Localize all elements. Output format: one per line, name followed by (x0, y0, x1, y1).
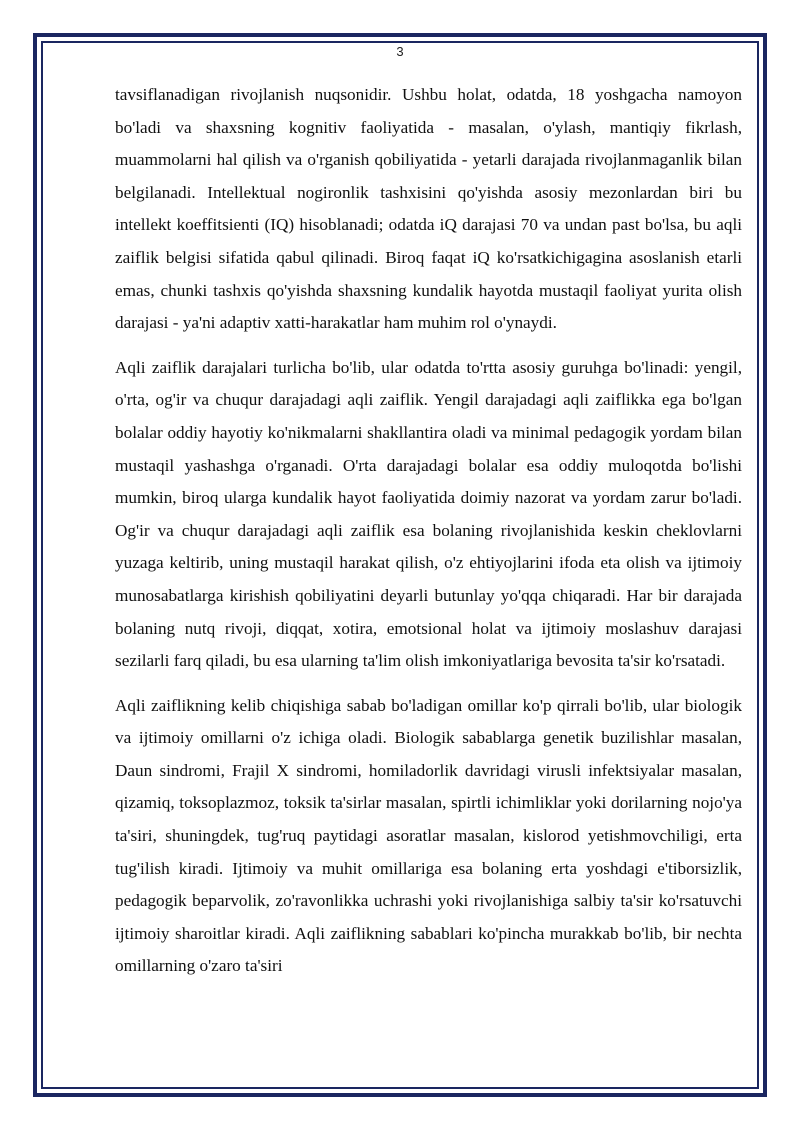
paragraph: Aqli zaiflikning kelib chiqishiga sabab bo'ladigan omillar ko'p qirrali bo'lib, ular biologik va ijtimoiy omillarni o'z ichiga oladi. Biologik sabablarga genetik buzilishlar masalan, Daun sindromi, Frajil X sindromi, homiladorlik davridagi virusli infektsiyalar masalan, qizamiq, toksoplazmoz, toksik ta'sirlar masalan, spirtli ichimliklar yoki dorilarning nojo'ya ta'siri, shuningdek, tug'ruq paytidagi asoratlar masalan, kislorod yetishmovchiligi, erta tug'ilish kiradi. Ijtimoiy va muhit omillariga esa bolaning erta yoshdagi e'tiborsizlik, pedagogik beparvolik, zo'ravonlikka uchrashi yoki rivojlanishiga salbiy ta'sir ko'rsatuvchi ijtimoiy sharoitlar kiradi. Aqli zaiflikning sabablari ko'pincha murakkab bo'lib, bir nechta omillarning o'zaro ta'siri (115, 695, 742, 976)
page-body (115, 79, 742, 995)
page-number: 3 (396, 44, 404, 59)
paragraph: Aqli zaiflik darajalari turlicha bo'lib, ular odatda to'rtta asosiy guruhga bo'linadi: yengil, o'rta, og'ir va chuqur darajadagi aqli zaiflik. Yengil darajadagi aqli zaiflikka ega bo'lgan bolalar oddiy hayotiy ko'nikmalarni shakllantira oladi va minimal pedagogik yordam bilan mustaqil yashashga o'rganadi. O'rta darajadagi bolalar esa oddiy muloqotda bo'lishi mumkin, biroq ularga kundalik hayot faoliyatida doimiy nazorat va yordam zarur bo'ladi. Og'ir va chuqur darajadagi aqli zaiflik esa bolaning rivojlanishida keskin cheklovlarni yuzaga keltirib, uning mustaqil harakat qilish, o'z ehtiyojlarini ifoda eta olish va ijtimoiy munosabatlarga kirishish qobiliyatini deyarli butunlay yo'qqa chiqaradi. Har bir darajada bolaning nutq rivoji, diqqat, xotira, emotsional holat va ijtimoiy moslashuv darajasi sezilarli farq qiladi, bu esa ularning ta'lim olish imkoniyatlariga bevosita ta'sir ko'rsatadi. (115, 357, 742, 671)
paragraph: tavsiflanadigan rivojlanish nuqsonidir. Ushbu holat, odatda, 18 yoshgacha namoyon bo'ladi va shaxsning kognitiv faoliyatida - masalan, o'ylash, mantiqiy fikrlash, muammolarni hal qilish va o'rganish qobiliyatida - yetarli darajada rivojlanmaganlik bilan belgilanadi. Intellektual nogironlik tashxisini qo'yishda asosiy mezonlardan biri bu intellekt koeffitsienti (IQ) hisoblanadi; odatda iQ darajasi 70 va undan past bo'lsa, bu aqli zaiflik belgisi sifatida qabul qilinadi. Biroq faqat iQ ko'rsatkichigagina asoslanish etarli emas, chunki tashxis qo'yishda shaxsning kundalik hayotda mustaqil faoliyat yurita olish darajasi - ya'ni adaptiv xatti-harakatlar ham muhim rol o'ynaydi. (115, 85, 742, 333)
